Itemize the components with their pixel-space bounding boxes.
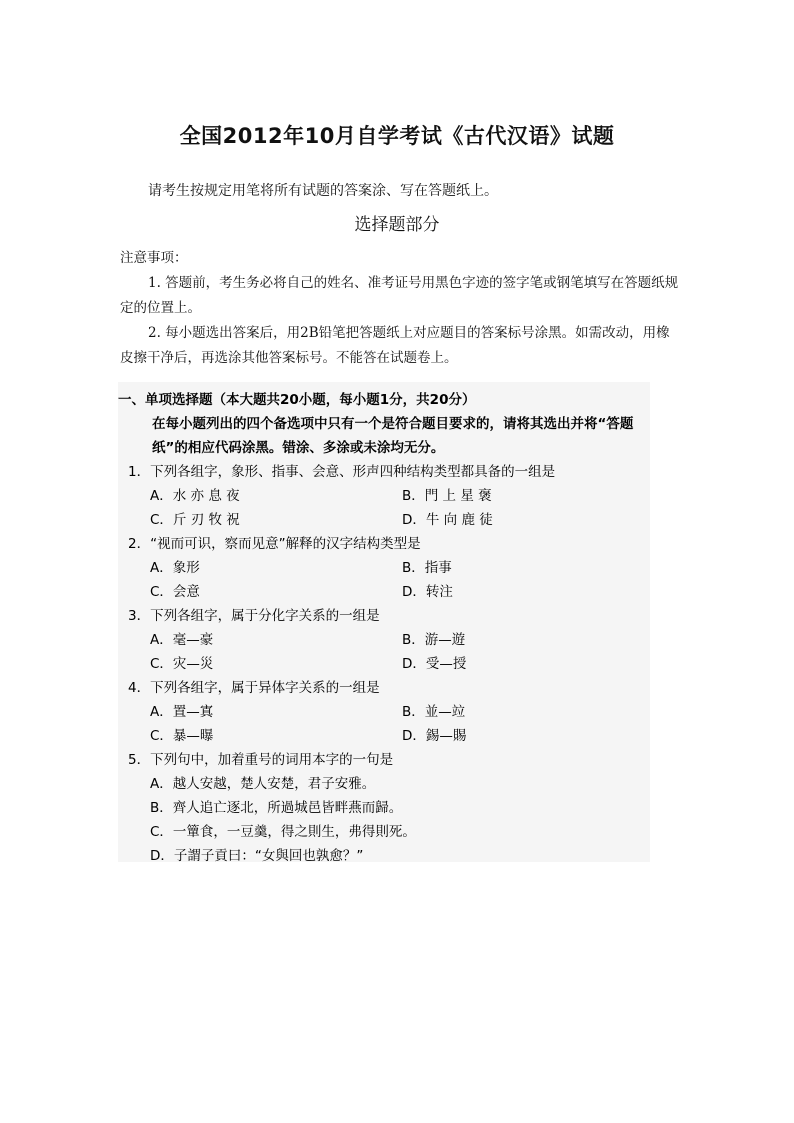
q2-option-b: B．指事 [402,560,452,576]
note-item-1: 1. 答题前，考生务必将自己的姓名、准考证号用黑色字迹的签字笔或钢笔填写在答题纸规定的位置上。 [120,275,679,316]
section-title: 选择题部分 [354,215,440,235]
q3-option-c: C．灾—災 [150,656,214,672]
q5-option-a: A．越人安越，楚人安楚，君子安雅。 [150,776,376,792]
part1-instruction-line1: 在每小题列出的四个备选项中只有一个是符合题目要求的，请将其选出并将“答题 [152,416,634,432]
q1-option-c: C．斤 刃 牧 祝 [150,512,240,528]
q4-option-c: C．暴—曝 [150,728,214,744]
question-2: 2．“视而可识，察而见意”解释的汉字结构类型是 [128,536,421,552]
q2-option-d: D．转注 [402,584,453,600]
q5-option-c: C．一簞食，一豆羹，得之則生，弗得則死。 [150,824,416,840]
q4-option-d: D．錫—賜 [402,728,467,744]
q2-option-c: C．会意 [150,584,200,600]
part1-instruction-line2: 纸”的相应代码涂黑。错涂、多涂或未涂均无分。 [152,440,445,456]
question-scan-region [118,382,650,862]
question-4: 4．下列各组字，属于异体字关系的一组是 [128,680,380,696]
q2-option-a: A．象形 [150,560,200,576]
question-5: 5．下列句中，加着重号的词用本字的一句是 [128,752,394,768]
question-3: 3．下列各组字，属于分化字关系的一组是 [128,608,380,624]
q1-option-b: B．門 上 星 褒 [402,488,492,504]
notes-block [120,246,680,371]
part1-heading: 一、单项选择题（本大题共20小题，每小题1分，共20分） [118,392,476,408]
q1-option-a: A．水 亦 息 夜 [150,488,240,504]
q3-option-a: A．毫—豪 [150,632,214,648]
question-1: 1．下列各组字，象形、指事、会意、形声四种结构类型都具备的一组是 [128,464,556,480]
q5-option-b: B．齊人追亡逐北，所過城邑皆畔燕而歸。 [150,800,403,816]
q4-option-b: B．並—竝 [402,704,466,720]
q4-option-a: A．置—寘 [150,704,214,720]
q1-option-d: D．牛 向 鹿 徒 [402,512,493,528]
notes-heading: 注意事项： [120,250,188,266]
page-title: 全国2012年10月自学考试《古代汉语》试题 [179,124,615,148]
q3-option-d: D．受—授 [402,656,467,672]
note-item-2: 2. 每小题选出答案后，用2B铅笔把答题纸上对应题目的答案标号涂黑。如需改动，用橡皮擦干净后，再选涂其他答案标号。不能答在试题卷上。 [120,325,670,366]
q3-option-b: B．游—遊 [402,632,466,648]
intro-text: 请考生按规定用笔将所有试题的答案涂、写在答题纸上。 [148,183,498,199]
q5-option-d: D．子謂子貢曰：“女與回也孰愈？” [150,848,364,864]
